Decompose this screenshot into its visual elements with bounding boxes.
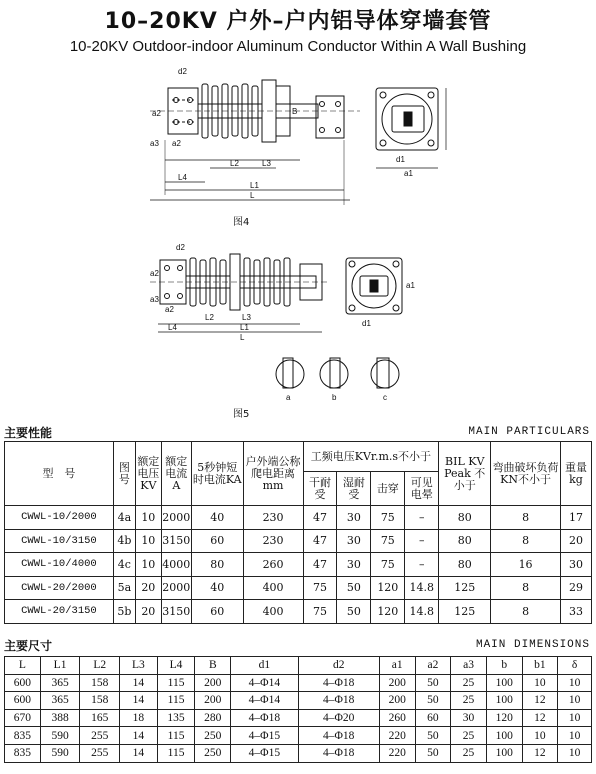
dimensions-cell: 10 [558, 744, 592, 762]
dimensions-header-cell: L [5, 657, 41, 675]
dimensions-row [5, 744, 592, 762]
dimensions-header-cell: L2 [80, 657, 120, 675]
dimensions-cell: 200 [195, 692, 231, 710]
particulars-cell: 80 [439, 553, 491, 577]
dimensions-cell: 4–Φ14 [231, 674, 298, 692]
col-bend: 弯曲破坏负荷KN不小于 [491, 442, 561, 506]
particulars-cell: 75 [371, 506, 405, 530]
dimensions-cell: 255 [80, 727, 120, 745]
dimensions-cell: 250 [195, 744, 231, 762]
dimensions-cell: 10 [558, 709, 592, 727]
particulars-cell: 80 [191, 553, 243, 577]
dimensions-cell: 200 [379, 674, 415, 692]
fig4-label-B: B [292, 107, 298, 116]
particulars-cell: 3150 [161, 529, 191, 553]
dimensions-cell: 60 [415, 709, 451, 727]
particulars-cell: 14.8 [405, 600, 439, 624]
particulars-cell: 30 [560, 553, 591, 577]
particulars-cell: 10 [135, 553, 161, 577]
particulars-cell: 125 [439, 576, 491, 600]
particulars-cell: 8 [491, 576, 561, 600]
particulars-cell: 75 [371, 529, 405, 553]
particulars-title-cn: 主要性能 [4, 426, 53, 440]
particulars-cell: 20 [135, 576, 161, 600]
col-bil: BIL KV Peak 不小于 [439, 442, 491, 506]
col-short: 5秒钟短时电流KA [191, 442, 243, 506]
dimensions-cell: 4–Φ18 [298, 727, 379, 745]
particulars-row [5, 600, 592, 624]
dimensions-header-cell: L4 [157, 657, 195, 675]
particulars-cell: – [405, 553, 439, 577]
fig4-label-d1: d1 [396, 155, 405, 164]
col-dry: 干耐受 [303, 472, 337, 506]
fig4-label-L: L [250, 191, 255, 200]
fig4-label-L3: L3 [262, 159, 271, 168]
dimensions-cell: 255 [80, 744, 120, 762]
particulars-cell: 8 [491, 506, 561, 530]
particulars-cell: CWWL-10/4000 [5, 553, 114, 577]
particulars-cell: 30 [337, 506, 371, 530]
dimensions-cell: 158 [80, 674, 120, 692]
dimensions-cell: 670 [5, 709, 41, 727]
dimensions-cell: 4–Φ18 [231, 709, 298, 727]
particulars-cell: 33 [560, 600, 591, 624]
particulars-cell: 60 [191, 600, 243, 624]
particulars-cell: CWWL-20/2000 [5, 576, 114, 600]
dimensions-cell: 165 [80, 709, 120, 727]
dimensions-cell: 25 [451, 727, 487, 745]
particulars-cell: 20 [560, 529, 591, 553]
particulars-cell: 47 [303, 529, 337, 553]
particulars-cell: 3150 [161, 600, 191, 624]
dimensions-header-cell: L3 [120, 657, 158, 675]
particulars-cell: 8 [491, 529, 561, 553]
dimensions-cell: 4–Φ14 [231, 692, 298, 710]
particulars-table [4, 441, 592, 624]
fig4-label-L1: L1 [250, 181, 259, 190]
particulars-row [5, 506, 592, 530]
particulars-cell: 2000 [161, 576, 191, 600]
dimensions-cell: 260 [379, 709, 415, 727]
particulars-cell: 30 [337, 553, 371, 577]
dimensions-header-cell: δ [558, 657, 592, 675]
dimensions-cell: 835 [5, 727, 41, 745]
particulars-cell: 5a [113, 576, 135, 600]
particulars-cell: 40 [191, 576, 243, 600]
dimensions-cell: 12 [522, 744, 558, 762]
dimensions-cell: 14 [120, 674, 158, 692]
fig4-label-d2: d2 [178, 67, 187, 76]
particulars-cell: 75 [303, 600, 337, 624]
particulars-cell: 230 [243, 529, 303, 553]
particulars-cell: 8 [491, 600, 561, 624]
dimensions-cell: 4–Φ18 [298, 744, 379, 762]
dimensions-cell: 600 [5, 674, 41, 692]
dimensions-cell: 280 [195, 709, 231, 727]
dimensions-cell: 25 [451, 744, 487, 762]
particulars-cell: 75 [303, 576, 337, 600]
figure-4-caption: 图4 [233, 217, 250, 228]
dimensions-header-cell: a1 [379, 657, 415, 675]
dimensions-cell: 50 [415, 674, 451, 692]
particulars-row [5, 529, 592, 553]
dimensions-cell: 590 [40, 727, 80, 745]
dimensions-cell: 4–Φ15 [231, 727, 298, 745]
dimensions-title-en: MAIN DIMENSIONS [475, 639, 590, 651]
dimensions-cell: 18 [120, 709, 158, 727]
dimensions-cell: 115 [157, 692, 195, 710]
particulars-cell: 50 [337, 600, 371, 624]
fig5-label-a2b: a2 [165, 305, 174, 314]
dimensions-row [5, 709, 592, 727]
fig5-label-c: c [383, 393, 387, 402]
dimensions-cell: 10 [558, 674, 592, 692]
dimensions-cell: 50 [415, 744, 451, 762]
fig4-label-a2: a2 [152, 109, 161, 118]
page-title-en: 10-20KV Outdoor-indoor Aluminum Conductor Within A Wall Bushing [69, 38, 527, 55]
dimensions-cell: 12 [522, 709, 558, 727]
dimensions-header-cell: L1 [40, 657, 80, 675]
particulars-cell: 14.8 [405, 576, 439, 600]
dimensions-cell: 835 [5, 744, 41, 762]
particulars-cell: 80 [439, 506, 491, 530]
dimensions-header-cell: d2 [298, 657, 379, 675]
dimensions-cell: 14 [120, 727, 158, 745]
particulars-cell: 5b [113, 600, 135, 624]
dimensions-cell: 4–Φ18 [298, 674, 379, 692]
particulars-cell: CWWL-10/3150 [5, 529, 114, 553]
dimensions-header-cell: a3 [451, 657, 487, 675]
dimensions-cell: 600 [5, 692, 41, 710]
dimensions-cell: 10 [558, 727, 592, 745]
dimensions-cell: 200 [379, 692, 415, 710]
fig4-label-a2b: a2 [172, 139, 181, 148]
fig5-label-a: a [286, 393, 291, 402]
dimensions-cell: 25 [451, 674, 487, 692]
dimensions-cell: 120 [486, 709, 522, 727]
particulars-cell: 17 [560, 506, 591, 530]
fig5-label-L: L [240, 333, 245, 342]
fig5-label-a1: a1 [406, 281, 415, 290]
dimensions-table [4, 656, 592, 763]
dimensions-cell: 388 [40, 709, 80, 727]
dimensions-cell: 100 [486, 744, 522, 762]
page-title-cn: 10–20KV 户外–户内铝导体穿墙套管 [104, 9, 492, 34]
particulars-cell: 47 [303, 506, 337, 530]
particulars-cell: 16 [491, 553, 561, 577]
fig5-label-d1: d1 [362, 319, 371, 328]
dimensions-cell: 135 [157, 709, 195, 727]
particulars-cell: 4000 [161, 553, 191, 577]
dimensions-cell: 50 [415, 692, 451, 710]
fig4-label-L4: L4 [178, 173, 187, 182]
particulars-cell: 80 [439, 529, 491, 553]
dimensions-header-cell: a2 [415, 657, 451, 675]
fig4-label-a1: a1 [404, 169, 413, 178]
dimensions-cell: 250 [195, 727, 231, 745]
dimensions-header-cell: B [195, 657, 231, 675]
particulars-cell: 40 [191, 506, 243, 530]
dimensions-cell: 30 [451, 709, 487, 727]
dimensions-cell: 115 [157, 727, 195, 745]
particulars-cell: 4a [113, 506, 135, 530]
dimensions-cell: 115 [157, 674, 195, 692]
dimensions-cell: 220 [379, 727, 415, 745]
dimensions-title-cn: 主要尺寸 [4, 639, 53, 653]
dimensions-row [5, 692, 592, 710]
particulars-cell: – [405, 529, 439, 553]
dimensions-cell: 365 [40, 674, 80, 692]
dimensions-cell: 10 [522, 674, 558, 692]
dimensions-cell: 100 [486, 674, 522, 692]
dimensions-header-cell: b1 [522, 657, 558, 675]
particulars-cell: 400 [243, 600, 303, 624]
dimensions-header-cell: b [486, 657, 522, 675]
particulars-cell: CWWL-20/3150 [5, 600, 114, 624]
dimensions-cell: 4–Φ18 [298, 692, 379, 710]
dimensions-cell: 10 [522, 727, 558, 745]
dimensions-cell: 14 [120, 744, 158, 762]
dimensions-cell: 50 [415, 727, 451, 745]
particulars-cell: 260 [243, 553, 303, 577]
col-current: 额定电流A [161, 442, 191, 506]
fig5-label-b: b [332, 393, 337, 402]
particulars-cell: 75 [371, 553, 405, 577]
particulars-cell: 400 [243, 576, 303, 600]
dimensions-cell: 4–Φ15 [231, 744, 298, 762]
dimensions-cell: 100 [486, 692, 522, 710]
particulars-cell: CWWL-10/2000 [5, 506, 114, 530]
fig4-label-L2: L2 [230, 159, 239, 168]
figure-5-caption: 图5 [233, 409, 250, 420]
col-weight: 重量kg [560, 442, 591, 506]
dimensions-cell: 14 [120, 692, 158, 710]
fig5-label-L4: L4 [168, 323, 177, 332]
dimensions-cell: 158 [80, 692, 120, 710]
col-model: 型 号 [5, 442, 114, 506]
particulars-cell: 60 [191, 529, 243, 553]
dimensions-cell: 220 [379, 744, 415, 762]
dimensions-cell: 25 [451, 692, 487, 710]
col-pf-group: 工频电压KVr.m.s不小于 [303, 442, 439, 472]
particulars-title-en: MAIN PARTICULARS [468, 426, 590, 438]
dimensions-cell: 365 [40, 692, 80, 710]
particulars-cell: 10 [135, 529, 161, 553]
fig5-label-d2: d2 [176, 243, 185, 252]
particulars-cell: 10 [135, 506, 161, 530]
dimensions-cell: 115 [157, 744, 195, 762]
dimensions-cell: 10 [558, 692, 592, 710]
figure-5-drawing [0, 236, 596, 406]
fig5-label-L2: L2 [205, 313, 214, 322]
col-fig: 图号 [113, 442, 135, 506]
particulars-cell: 125 [439, 600, 491, 624]
particulars-cell: 230 [243, 506, 303, 530]
col-wet: 湿耐受 [337, 472, 371, 506]
dimensions-cell: 200 [195, 674, 231, 692]
particulars-cell: 30 [337, 529, 371, 553]
dimensions-cell: 590 [40, 744, 80, 762]
fig5-label-L3: L3 [242, 313, 251, 322]
particulars-cell: 20 [135, 600, 161, 624]
particulars-row [5, 576, 592, 600]
fig5-label-a2: a2 [150, 269, 159, 278]
dimensions-header-cell: d1 [231, 657, 298, 675]
dimensions-row [5, 727, 592, 745]
particulars-row [5, 553, 592, 577]
particulars-cell: 120 [371, 600, 405, 624]
col-breakdown: 击穿 [371, 472, 405, 506]
fig5-label-a3: a3 [150, 295, 159, 304]
dimensions-row [5, 674, 592, 692]
dimensions-cell: 4–Φ20 [298, 709, 379, 727]
particulars-cell: 4b [113, 529, 135, 553]
particulars-cell: 47 [303, 553, 337, 577]
col-voltage: 额定电压KV [135, 442, 161, 506]
col-corona: 可见电晕 [405, 472, 439, 506]
particulars-cell: 50 [337, 576, 371, 600]
particulars-cell: 2000 [161, 506, 191, 530]
col-creep: 户外端公称爬电距离mm [243, 442, 303, 506]
fig5-label-L1: L1 [240, 323, 249, 332]
particulars-cell: 29 [560, 576, 591, 600]
dimensions-cell: 12 [522, 692, 558, 710]
fig4-label-a3: a3 [150, 139, 159, 148]
particulars-cell: – [405, 506, 439, 530]
particulars-cell: 4c [113, 553, 135, 577]
particulars-cell: 120 [371, 576, 405, 600]
dimensions-cell: 100 [486, 727, 522, 745]
